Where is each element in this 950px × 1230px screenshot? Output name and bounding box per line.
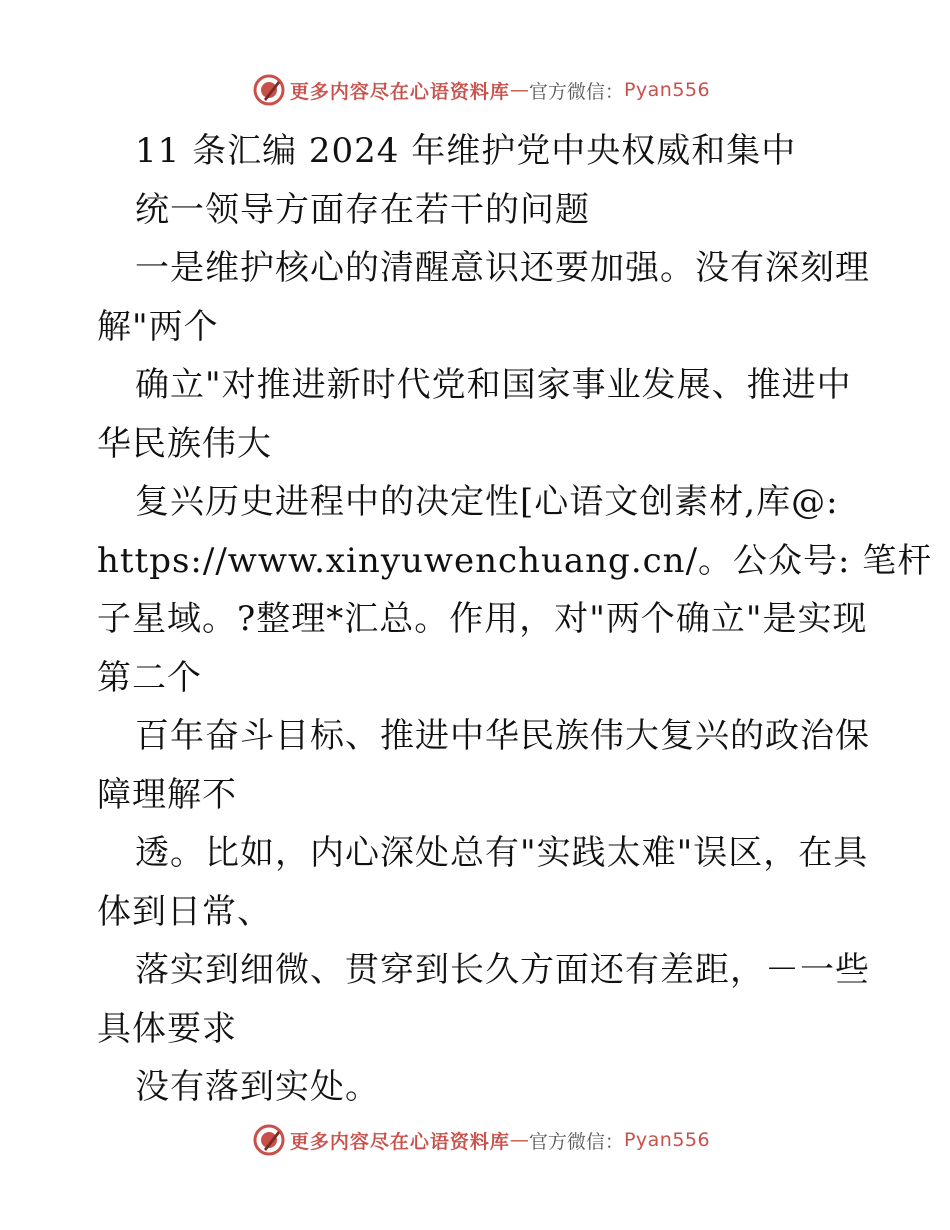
brush-logo-icon xyxy=(252,1123,286,1157)
watermark-wechat-id: Pyan556 xyxy=(623,1129,711,1151)
watermark-sub-text: 官方微信： xyxy=(528,1130,624,1153)
body-line: 解"两个 xyxy=(97,306,219,347)
body-line: 体到日常、 xyxy=(97,891,272,932)
body-line: 具体要求 xyxy=(97,1008,237,1049)
watermark-dash: — xyxy=(509,1129,529,1151)
body-line: 落实到细微、贯穿到长久方面还有差距，－一些 xyxy=(135,950,870,990)
body-line: 确立"对推进新时代党和国家事业发展、推进中 xyxy=(135,365,852,405)
title-line-2: 统一领导方面存在若干的问题 xyxy=(135,189,590,230)
title-line-1: 11 条汇编 2024 年维护党中央权威和集中 xyxy=(135,131,797,171)
watermark-main-text: 更多内容尽在心语资料库 xyxy=(289,1130,510,1153)
watermark-dash: — xyxy=(509,79,529,101)
watermark-wechat-id: Pyan556 xyxy=(623,79,711,101)
body-line: 障理解不 xyxy=(97,774,237,815)
body-line-url: https://www.xinyuwenchuang.cn/。公众号: 笔杆 xyxy=(97,540,933,581)
body-line: 第二个 xyxy=(97,657,202,698)
watermark-main-text: 更多内容尽在心语资料库 xyxy=(289,80,510,103)
body-line: 没有落到实处。 xyxy=(135,1067,380,1107)
body-line: 一是维护核心的清醒意识还要加强。没有深刻理 xyxy=(135,248,870,288)
brush-logo-icon xyxy=(252,73,286,107)
watermark-sub-text: 官方微信： xyxy=(528,80,624,103)
body-line: 子星域。?整理*汇总。作用，对"两个确立"是实现 xyxy=(97,599,868,639)
document-body xyxy=(97,122,933,1117)
body-line: 华民族伟大 xyxy=(97,423,272,464)
body-line: 透。比如，内心深处总有"实践太难"误区，在具 xyxy=(135,833,869,873)
watermark-header xyxy=(0,70,950,110)
body-line: 复兴历史进程中的决定性[心语文创素材,库@: xyxy=(135,482,839,522)
body-line: 百年奋斗目标、推进中华民族伟大复兴的政治保 xyxy=(135,716,870,756)
watermark-footer xyxy=(0,1120,950,1160)
